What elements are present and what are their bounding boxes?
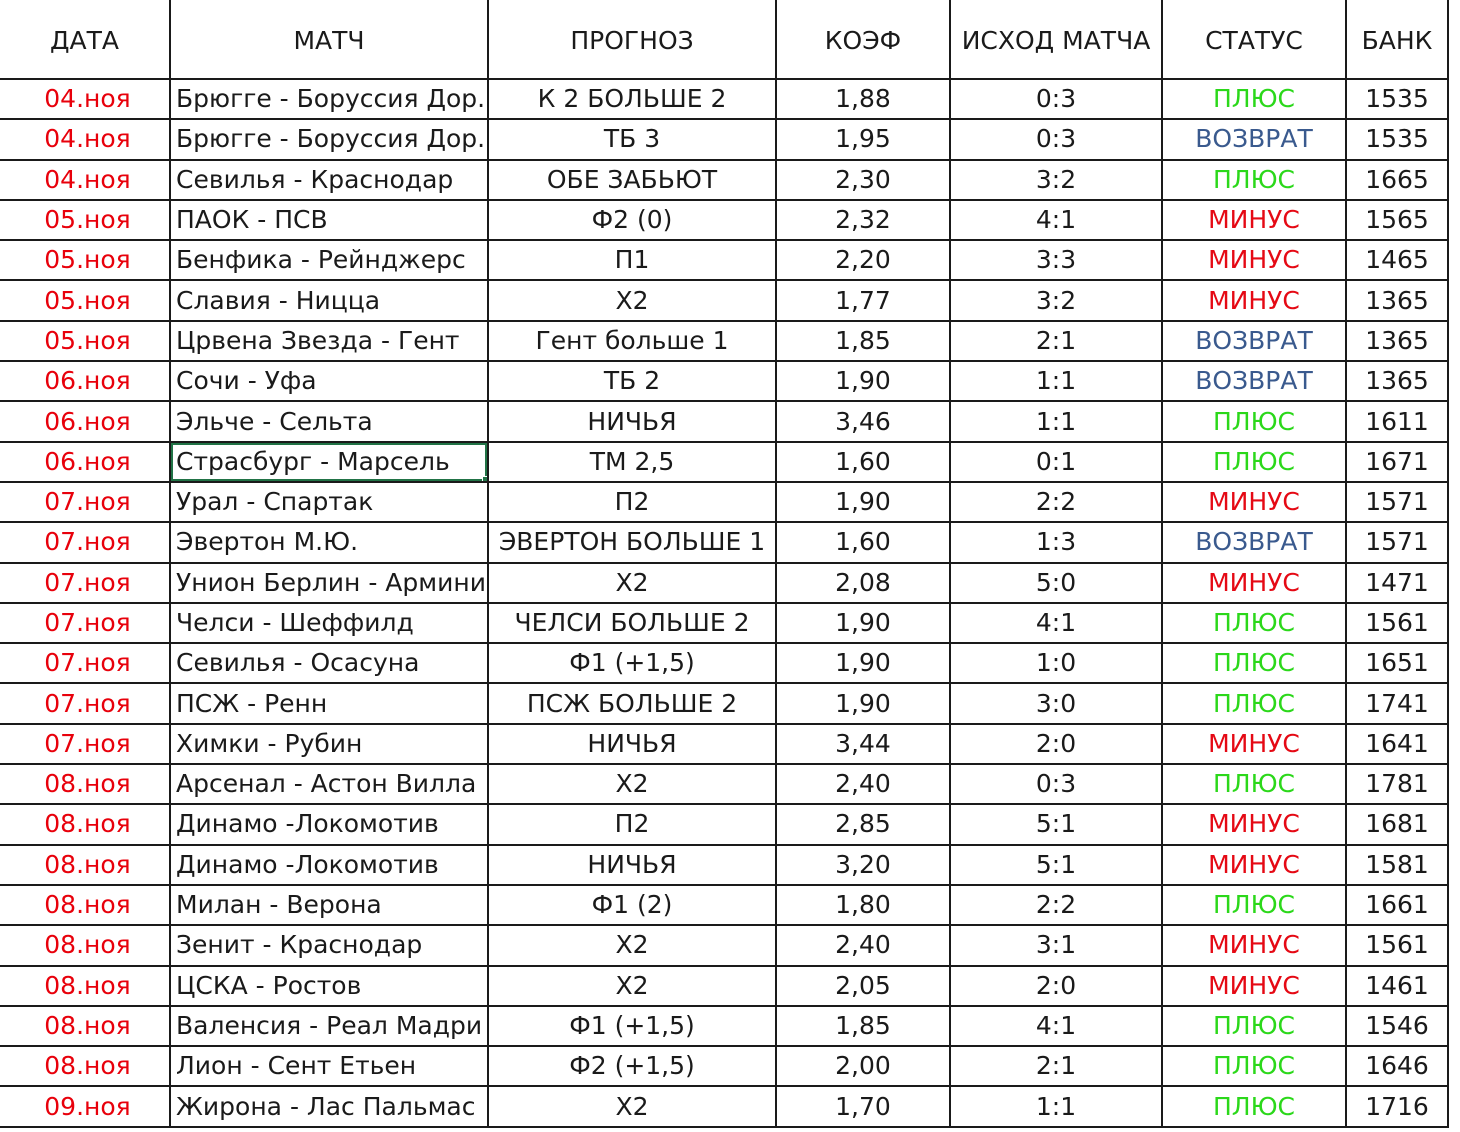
cell-odds[interactable]: 2,32 bbox=[776, 200, 950, 240]
cell-date[interactable]: 07.ноя bbox=[0, 563, 170, 603]
cell-odds[interactable]: 1,77 bbox=[776, 280, 950, 320]
table-row bbox=[0, 119, 1448, 159]
cell-odds[interactable]: 2,30 bbox=[776, 160, 950, 200]
cell-date[interactable]: 07.ноя bbox=[0, 603, 170, 643]
cell-match[interactable]: Црвена Звезда - Гент bbox=[170, 321, 488, 361]
cell-match[interactable]: Брюгге - Боруссия Дор. bbox=[170, 79, 488, 119]
cell-status[interactable]: ВОЗВРАТ bbox=[1162, 321, 1346, 361]
cell-result[interactable]: 3:3 bbox=[950, 240, 1162, 280]
table-row bbox=[0, 160, 1448, 200]
cell-bank[interactable]: 1565 bbox=[1346, 200, 1448, 240]
header-date[interactable]: ДАТА bbox=[0, 0, 170, 79]
cell-bank[interactable]: 1611 bbox=[1346, 401, 1448, 441]
cell-prediction[interactable]: П1 bbox=[488, 240, 776, 280]
table-row bbox=[0, 724, 1448, 764]
cell-prediction[interactable]: НИЧЬЯ bbox=[488, 401, 776, 441]
cell-odds[interactable]: 3,44 bbox=[776, 724, 950, 764]
cell-odds[interactable]: 1,90 bbox=[776, 603, 950, 643]
cell-prediction[interactable]: Х2 bbox=[488, 563, 776, 603]
table-row bbox=[0, 603, 1448, 643]
cell-status[interactable]: МИНУС bbox=[1162, 804, 1346, 844]
table-row bbox=[0, 200, 1448, 240]
cell-bank[interactable]: 1561 bbox=[1346, 925, 1448, 965]
cell-result[interactable]: 1:1 bbox=[950, 401, 1162, 441]
cell-prediction[interactable]: К 2 БОЛЬШЕ 2 bbox=[488, 79, 776, 119]
cell-match[interactable]: Зенит - Краснодар bbox=[170, 925, 488, 965]
table-row bbox=[0, 804, 1448, 844]
cell-bank[interactable]: 1671 bbox=[1346, 442, 1448, 482]
cell-result[interactable]: 5:0 bbox=[950, 563, 1162, 603]
cell-match[interactable]: Валенсия - Реал Мадри bbox=[170, 1006, 488, 1046]
cell-result[interactable]: 1:1 bbox=[950, 1086, 1162, 1126]
cell-bank[interactable]: 1571 bbox=[1346, 522, 1448, 562]
cell-status[interactable]: МИНУС bbox=[1162, 482, 1346, 522]
cell-odds[interactable]: 2,85 bbox=[776, 804, 950, 844]
cell-status[interactable]: ПЛЮС bbox=[1162, 885, 1346, 925]
cell-date[interactable]: 06.ноя bbox=[0, 361, 170, 401]
cell-bank[interactable]: 1471 bbox=[1346, 563, 1448, 603]
cell-match[interactable]: Урал - Спартак bbox=[170, 482, 488, 522]
table-row bbox=[0, 280, 1448, 320]
cell-odds[interactable]: 2,08 bbox=[776, 563, 950, 603]
cell-date[interactable]: 07.ноя bbox=[0, 683, 170, 723]
cell-prediction[interactable]: Ф1 (+1,5) bbox=[488, 643, 776, 683]
cell-date[interactable]: 06.ноя bbox=[0, 401, 170, 441]
cell-bank[interactable]: 1535 bbox=[1346, 119, 1448, 159]
cell-match[interactable]: Страсбург - Марсель bbox=[170, 442, 488, 482]
header-bank[interactable]: БАНК bbox=[1346, 0, 1448, 79]
cell-status[interactable]: ПЛЮС bbox=[1162, 603, 1346, 643]
cell-match[interactable]: ЦСКА - Ростов bbox=[170, 966, 488, 1006]
cell-prediction[interactable]: ОБЕ ЗАБЬЮТ bbox=[488, 160, 776, 200]
cell-prediction[interactable]: Ф2 (0) bbox=[488, 200, 776, 240]
cell-result[interactable]: 0:3 bbox=[950, 764, 1162, 804]
cell-prediction[interactable]: ПСЖ БОЛЬШЕ 2 bbox=[488, 683, 776, 723]
cell-prediction[interactable]: П2 bbox=[488, 482, 776, 522]
cell-prediction[interactable]: Гент больше 1 bbox=[488, 321, 776, 361]
cell-result[interactable]: 3:2 bbox=[950, 280, 1162, 320]
cell-result[interactable]: 3:1 bbox=[950, 925, 1162, 965]
table-row bbox=[0, 764, 1448, 804]
cell-status[interactable]: ПЛЮС bbox=[1162, 1006, 1346, 1046]
cell-result[interactable]: 2:1 bbox=[950, 1046, 1162, 1086]
cell-result[interactable]: 1:1 bbox=[950, 361, 1162, 401]
cell-date[interactable]: 06.ноя bbox=[0, 442, 170, 482]
cell-date[interactable]: 08.ноя bbox=[0, 1046, 170, 1086]
cell-date[interactable]: 05.ноя bbox=[0, 200, 170, 240]
cell-odds[interactable]: 1,90 bbox=[776, 361, 950, 401]
cell-match[interactable]: Лион - Сент Етьен bbox=[170, 1046, 488, 1086]
cell-match[interactable]: Брюгге - Боруссия Дор. bbox=[170, 119, 488, 159]
cell-status[interactable]: МИНУС bbox=[1162, 200, 1346, 240]
cell-match[interactable]: Севилья - Осасуна bbox=[170, 643, 488, 683]
cell-bank[interactable]: 1465 bbox=[1346, 240, 1448, 280]
cell-odds[interactable]: 2,20 bbox=[776, 240, 950, 280]
cell-result[interactable]: 1:0 bbox=[950, 643, 1162, 683]
cell-result[interactable]: 1:3 bbox=[950, 522, 1162, 562]
cell-match[interactable]: Арсенал - Астон Вилла bbox=[170, 764, 488, 804]
table-row bbox=[0, 321, 1448, 361]
cell-bank[interactable]: 1365 bbox=[1346, 321, 1448, 361]
cell-date[interactable]: 05.ноя bbox=[0, 280, 170, 320]
cell-bank[interactable]: 1781 bbox=[1346, 764, 1448, 804]
cell-odds[interactable]: 1,60 bbox=[776, 442, 950, 482]
cell-result[interactable]: 4:1 bbox=[950, 200, 1162, 240]
cell-match[interactable]: Динамо -Локомотив bbox=[170, 845, 488, 885]
cell-prediction[interactable]: ТБ 2 bbox=[488, 361, 776, 401]
table-row bbox=[0, 1006, 1448, 1046]
table-row bbox=[0, 885, 1448, 925]
cell-status[interactable]: ПЛЮС bbox=[1162, 160, 1346, 200]
cell-odds[interactable]: 1,88 bbox=[776, 79, 950, 119]
cell-bank[interactable]: 1641 bbox=[1346, 724, 1448, 764]
cell-match[interactable]: ПАОК - ПСВ bbox=[170, 200, 488, 240]
cell-odds[interactable]: 2,00 bbox=[776, 1046, 950, 1086]
cell-status[interactable]: ПЛЮС bbox=[1162, 1086, 1346, 1126]
cell-prediction[interactable]: Ф1 (+1,5) bbox=[488, 1006, 776, 1046]
cell-date[interactable]: 08.ноя bbox=[0, 966, 170, 1006]
cell-match[interactable]: Унион Берлин - Армини bbox=[170, 563, 488, 603]
table-row bbox=[0, 361, 1448, 401]
cell-status[interactable]: МИНУС bbox=[1162, 280, 1346, 320]
cell-result[interactable]: 2:2 bbox=[950, 885, 1162, 925]
cell-match[interactable]: Челси - Шеффилд bbox=[170, 603, 488, 643]
header-status[interactable]: СТАТУС bbox=[1162, 0, 1346, 79]
cell-match[interactable]: Сочи - Уфа bbox=[170, 361, 488, 401]
cell-result[interactable]: 4:1 bbox=[950, 603, 1162, 643]
cell-prediction[interactable]: ЭВЕРТОН БОЛЬШЕ 1 bbox=[488, 522, 776, 562]
cell-result[interactable]: 2:1 bbox=[950, 321, 1162, 361]
cell-bank[interactable]: 1571 bbox=[1346, 482, 1448, 522]
cell-result[interactable]: 5:1 bbox=[950, 845, 1162, 885]
cell-match[interactable]: ПСЖ - Ренн bbox=[170, 683, 488, 723]
cell-date[interactable]: 04.ноя bbox=[0, 160, 170, 200]
cell-bank[interactable]: 1581 bbox=[1346, 845, 1448, 885]
cell-result[interactable]: 3:0 bbox=[950, 683, 1162, 723]
header-result[interactable]: ИСХОД МАТЧА bbox=[950, 0, 1162, 79]
cell-bank[interactable]: 1365 bbox=[1346, 361, 1448, 401]
cell-match[interactable]: Химки - Рубин bbox=[170, 724, 488, 764]
cell-date[interactable]: 04.ноя bbox=[0, 79, 170, 119]
cell-bank[interactable]: 1741 bbox=[1346, 683, 1448, 723]
cell-odds[interactable]: 2,05 bbox=[776, 966, 950, 1006]
cell-date[interactable]: 07.ноя bbox=[0, 522, 170, 562]
cell-prediction[interactable]: Ф2 (+1,5) bbox=[488, 1046, 776, 1086]
table-row bbox=[0, 845, 1448, 885]
cell-status[interactable]: МИНУС bbox=[1162, 925, 1346, 965]
cell-prediction[interactable]: Х2 bbox=[488, 966, 776, 1006]
cell-odds[interactable]: 1,60 bbox=[776, 522, 950, 562]
cell-bank[interactable]: 1365 bbox=[1346, 280, 1448, 320]
fill-handle[interactable] bbox=[482, 476, 488, 482]
cell-match[interactable]: Жирона - Лас Пальмас bbox=[170, 1086, 488, 1126]
cell-status[interactable]: ПЛЮС bbox=[1162, 442, 1346, 482]
table-row bbox=[0, 522, 1448, 562]
cell-status[interactable]: ПЛЮС bbox=[1162, 79, 1346, 119]
cell-odds[interactable]: 1,90 bbox=[776, 643, 950, 683]
cell-prediction[interactable]: ТМ 2,5 bbox=[488, 442, 776, 482]
table-row bbox=[0, 79, 1448, 119]
cell-prediction[interactable]: Х2 bbox=[488, 764, 776, 804]
cell-status[interactable]: МИНУС bbox=[1162, 240, 1346, 280]
cell-bank[interactable]: 1561 bbox=[1346, 603, 1448, 643]
cell-bank[interactable]: 1681 bbox=[1346, 804, 1448, 844]
cell-date[interactable]: 07.ноя bbox=[0, 724, 170, 764]
cell-bank[interactable]: 1661 bbox=[1346, 885, 1448, 925]
cell-status[interactable]: ПЛЮС bbox=[1162, 683, 1346, 723]
cell-date[interactable]: 08.ноя bbox=[0, 925, 170, 965]
cell-result[interactable]: 5:1 bbox=[950, 804, 1162, 844]
cell-odds[interactable]: 1,85 bbox=[776, 1006, 950, 1046]
header-odds[interactable]: КОЭФ bbox=[776, 0, 950, 79]
table-row bbox=[0, 966, 1448, 1006]
table-row bbox=[0, 1046, 1448, 1086]
header-match[interactable]: МАТЧ bbox=[170, 0, 488, 79]
cell-match[interactable]: Эльче - Сельта bbox=[170, 401, 488, 441]
table-header bbox=[0, 0, 1448, 79]
cell-prediction[interactable]: Ф1 (2) bbox=[488, 885, 776, 925]
table-row bbox=[0, 925, 1448, 965]
cell-bank[interactable]: 1651 bbox=[1346, 643, 1448, 683]
cell-status[interactable]: МИНУС bbox=[1162, 845, 1346, 885]
cell-odds[interactable]: 1,70 bbox=[776, 1086, 950, 1126]
cell-date[interactable]: 08.ноя bbox=[0, 1006, 170, 1046]
cell-status[interactable]: ВОЗВРАТ bbox=[1162, 361, 1346, 401]
cell-result[interactable]: 2:2 bbox=[950, 482, 1162, 522]
cell-prediction[interactable]: ТБ 3 bbox=[488, 119, 776, 159]
table-row bbox=[0, 240, 1448, 280]
cell-status[interactable]: ВОЗВРАТ bbox=[1162, 119, 1346, 159]
cell-bank[interactable]: 1461 bbox=[1346, 966, 1448, 1006]
header-row bbox=[0, 0, 1448, 79]
cell-date[interactable]: 08.ноя bbox=[0, 845, 170, 885]
cell-prediction[interactable]: НИЧЬЯ bbox=[488, 845, 776, 885]
cell-odds[interactable]: 1,90 bbox=[776, 482, 950, 522]
table-body bbox=[0, 79, 1448, 1127]
cell-odds[interactable]: 3,20 bbox=[776, 845, 950, 885]
cell-status[interactable]: ВОЗВРАТ bbox=[1162, 522, 1346, 562]
cell-odds[interactable]: 2,40 bbox=[776, 764, 950, 804]
cell-bank[interactable]: 1716 bbox=[1346, 1086, 1448, 1126]
cell-date[interactable]: 05.ноя bbox=[0, 321, 170, 361]
cell-match[interactable]: Севилья - Краснодар bbox=[170, 160, 488, 200]
cell-status[interactable]: МИНУС bbox=[1162, 724, 1346, 764]
cell-odds[interactable]: 1,95 bbox=[776, 119, 950, 159]
cell-bank[interactable]: 1546 bbox=[1346, 1006, 1448, 1046]
cell-status[interactable]: МИНУС bbox=[1162, 563, 1346, 603]
table-row bbox=[0, 401, 1448, 441]
cell-result[interactable]: 0:1 bbox=[950, 442, 1162, 482]
cell-date[interactable]: 07.ноя bbox=[0, 643, 170, 683]
cell-date[interactable]: 08.ноя bbox=[0, 764, 170, 804]
cell-date[interactable]: 08.ноя bbox=[0, 885, 170, 925]
cell-bank[interactable]: 1535 bbox=[1346, 79, 1448, 119]
table-row bbox=[0, 482, 1448, 522]
cell-date[interactable]: 07.ноя bbox=[0, 482, 170, 522]
cell-match[interactable]: Эвертон М.Ю. bbox=[170, 522, 488, 562]
cell-status[interactable]: ПЛЮС bbox=[1162, 764, 1346, 804]
cell-date[interactable]: 09.ноя bbox=[0, 1086, 170, 1126]
cell-match[interactable]: Динамо -Локомотив bbox=[170, 804, 488, 844]
cell-odds[interactable]: 1,80 bbox=[776, 885, 950, 925]
cell-result[interactable]: 3:2 bbox=[950, 160, 1162, 200]
table-row bbox=[0, 1086, 1448, 1126]
cell-match[interactable]: Милан - Верона bbox=[170, 885, 488, 925]
cell-prediction[interactable]: Х2 bbox=[488, 1086, 776, 1126]
table-row bbox=[0, 563, 1448, 603]
cell-bank[interactable]: 1646 bbox=[1346, 1046, 1448, 1086]
cell-odds[interactable]: 3,46 bbox=[776, 401, 950, 441]
cell-prediction[interactable]: Х2 bbox=[488, 925, 776, 965]
cell-result[interactable]: 2:0 bbox=[950, 966, 1162, 1006]
cell-status[interactable]: ПЛЮС bbox=[1162, 643, 1346, 683]
cell-prediction[interactable]: П2 bbox=[488, 804, 776, 844]
cell-match[interactable]: Бенфика - Рейнджерс bbox=[170, 240, 488, 280]
table-row bbox=[0, 683, 1448, 723]
table-row bbox=[0, 442, 1448, 482]
cell-date[interactable]: 05.ноя bbox=[0, 240, 170, 280]
cell-date[interactable]: 04.ноя bbox=[0, 119, 170, 159]
cell-odds[interactable]: 1,85 bbox=[776, 321, 950, 361]
cell-result[interactable]: 0:3 bbox=[950, 79, 1162, 119]
cell-bank[interactable]: 1665 bbox=[1346, 160, 1448, 200]
cell-status[interactable]: МИНУС bbox=[1162, 966, 1346, 1006]
cell-prediction[interactable]: НИЧЬЯ bbox=[488, 724, 776, 764]
cell-match[interactable]: Славия - Ницца bbox=[170, 280, 488, 320]
cell-status[interactable]: ПЛЮС bbox=[1162, 401, 1346, 441]
cell-odds[interactable]: 1,90 bbox=[776, 683, 950, 723]
cell-prediction[interactable]: Х2 bbox=[488, 280, 776, 320]
cell-date[interactable]: 08.ноя bbox=[0, 804, 170, 844]
cell-result[interactable]: 2:0 bbox=[950, 724, 1162, 764]
table-row bbox=[0, 643, 1448, 683]
cell-status[interactable]: ПЛЮС bbox=[1162, 1046, 1346, 1086]
cell-result[interactable]: 4:1 bbox=[950, 1006, 1162, 1046]
cell-prediction[interactable]: ЧЕЛСИ БОЛЬШЕ 2 bbox=[488, 603, 776, 643]
cell-odds[interactable]: 2,40 bbox=[776, 925, 950, 965]
header-prediction[interactable]: ПРОГНОЗ bbox=[488, 0, 776, 79]
cell-result[interactable]: 0:3 bbox=[950, 119, 1162, 159]
